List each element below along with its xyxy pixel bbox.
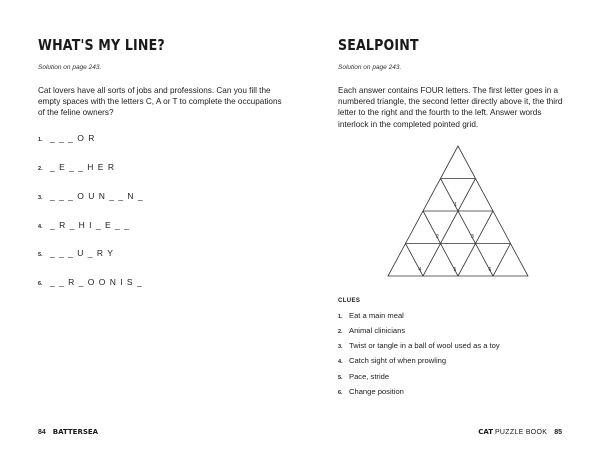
page-footer: [478, 428, 562, 436]
question-pattern: _ _ _ U _ R Y: [50, 248, 114, 258]
grid-number-4: 4: [418, 267, 422, 273]
question-number: 5.: [38, 252, 43, 258]
question-item: [38, 191, 144, 203]
page-footer: [38, 428, 98, 436]
footer-book-title: PUZZLE BOOK: [494, 429, 548, 436]
puzzle-intro: Each answer contains FOUR letters. The first letter goes in a numbered triangle, the second letter directly above it, the third letter to the right and the fourth to the left. Answer words interlock in the completed pointed grid.: [338, 86, 563, 129]
puzzle-intro: Cat lovers have all sorts of jobs and professions. Can you fill the empty spaces with the letters C, A or T to complete the occupations of the feline owners?: [38, 86, 282, 118]
grid-number-2: 2: [436, 234, 439, 240]
clue-item: [338, 372, 389, 383]
clue-number: 6.: [338, 390, 343, 396]
right-page: [300, 0, 600, 456]
grid-line: [423, 179, 476, 277]
question-pattern: _ _ R _ O O N I S _: [50, 277, 143, 287]
clue-number: 1.: [338, 314, 343, 320]
clues-heading: CLUES: [338, 298, 361, 304]
footer-brand: BATTERSEA: [52, 428, 99, 436]
grid-number-1: 1: [454, 202, 457, 208]
question-item: [38, 248, 114, 260]
grid-line: [441, 179, 494, 277]
question-pattern: _ _ _ O U N _ _ N _: [50, 191, 144, 201]
clue-item: [338, 387, 404, 398]
clue-number: 3.: [338, 344, 343, 350]
solution-note: Solution on page 243.: [338, 64, 402, 71]
page-title: WHAT'S MY LINE?: [38, 36, 165, 54]
question-pattern: _ R _ H I _ E _ _: [50, 220, 130, 230]
question-number: 3.: [38, 195, 43, 201]
question-item: [38, 162, 115, 174]
clue-item: [338, 311, 404, 322]
solution-note: Solution on page 243.: [38, 64, 102, 71]
question-pattern: _ E _ _ H E R: [50, 162, 115, 172]
clue-number: 2.: [338, 329, 343, 335]
clue-text: Animal clinicians: [349, 326, 406, 335]
question-item: [38, 277, 143, 289]
clue-item: [338, 356, 446, 367]
page-number: 84: [38, 429, 46, 436]
clue-text: Twist or tangle in a ball of wool used as a toy: [349, 341, 500, 350]
clue-text: Catch sight of when prowling: [349, 356, 447, 365]
question-item: [38, 220, 130, 232]
question-number: 2.: [38, 166, 43, 172]
question-pattern: _ _ _ O R: [50, 133, 96, 143]
question-number: 6.: [38, 281, 43, 287]
clue-item: [338, 326, 405, 337]
clue-text: Pace, stride: [349, 372, 390, 381]
clue-number: 5.: [338, 375, 343, 381]
clue-text: Change position: [349, 387, 404, 396]
grid-number-6: 6: [488, 267, 492, 273]
clue-number: 4.: [338, 359, 343, 365]
clue-text: Eat a main meal: [349, 311, 404, 320]
footer-brand: CAT: [478, 428, 493, 436]
grid-line: [493, 244, 511, 277]
triangle-grid-svg: [386, 144, 530, 278]
question-item: [38, 133, 95, 145]
question-number: 4.: [38, 224, 43, 230]
clue-item: [338, 341, 500, 352]
page-number: 85: [554, 429, 562, 436]
sealpoint-grid: [386, 144, 530, 278]
grid-number-3: 3: [471, 234, 474, 240]
question-number: 1.: [38, 137, 43, 143]
grid-number-5: 5: [453, 267, 457, 273]
page-title: SEALPOINT: [338, 36, 419, 54]
